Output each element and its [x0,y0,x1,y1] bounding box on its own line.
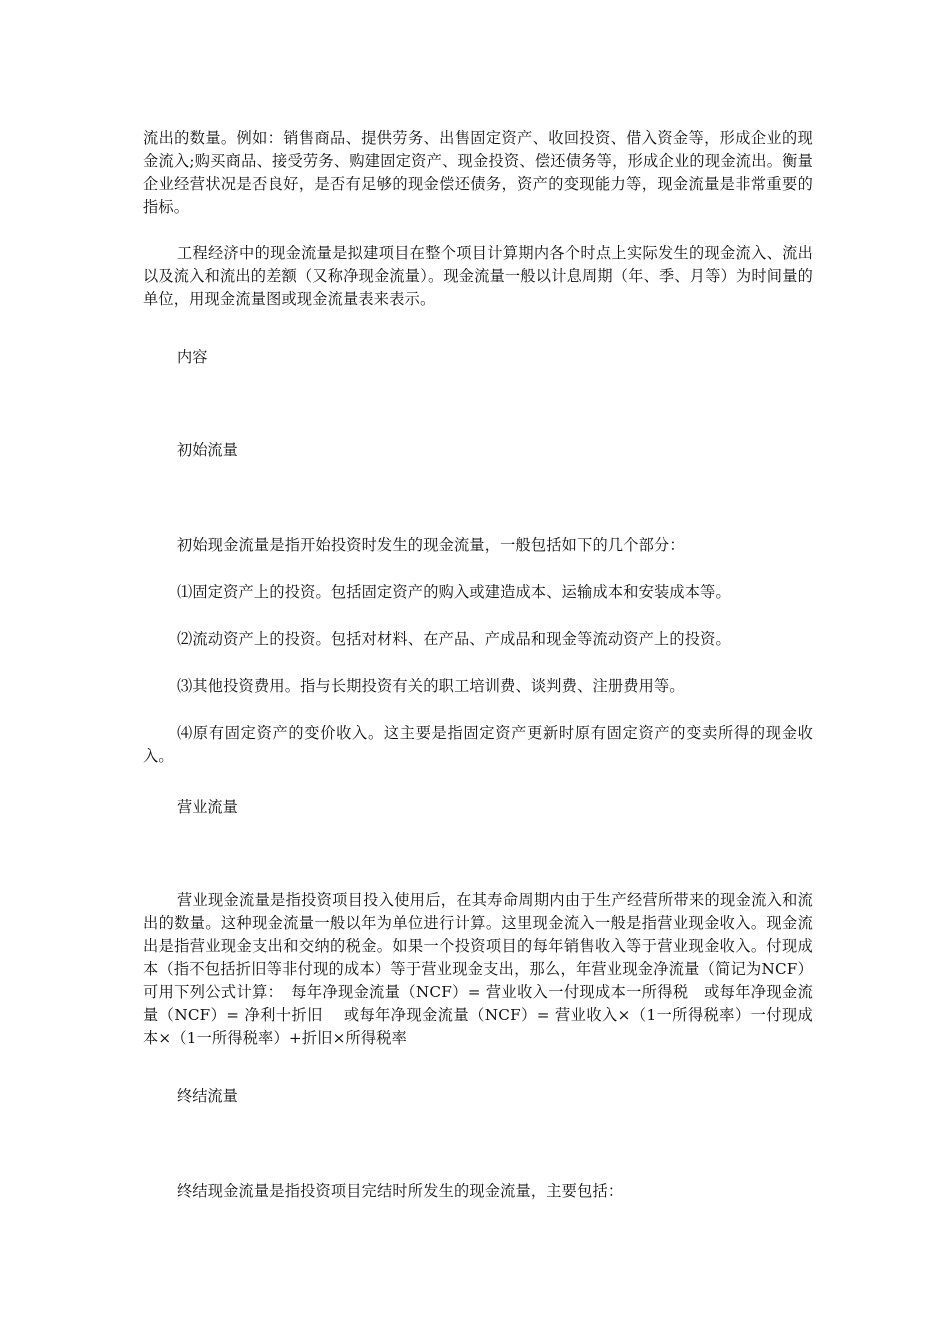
heading-operating-flow: 营业流量 [177,798,238,816]
paragraph-terminal-flow-intro: 终结现金流量是指投资项目完结时所发生的现金流量，主要包括： [177,1182,624,1200]
list-item-other-investment-costs: ⑶其他投资费用。指与长期投资有关的职工培训费、谈判费、注册费用等。 [177,677,685,695]
paragraph-initial-flow-intro: 初始现金流量是指开始投资时发生的现金流量，一般包括如下的几个部分： [177,536,685,554]
paragraph-operating-flow: 营业现金流量是指投资项目投入使用后，在其寿命周期内由于生产经营所带来的现金流入和流出的数量。这种现金流量一般以年为单位进行计算。这里现金流入一般是指营业现金收入。现金流出是指营业现金支出和交纳的税金。如果一个投资项目的每年销售收入等于营业现金收入。付现成本（指不包括折旧等非付现的成本）等于营业现金支出，那么，年营业现金净流量（简记为NCF）可用下列公式计算： 每年净现金流量（NCF）= 营业收入一付现成本一所得税 或每年净现金流量（NCF）= 净利十折旧 或每年净现金流量（NCF）= 营业收入×（1一所得税率）一付现成本×（1一所得税率）+折旧×所得税率 [143,891,813,1047]
heading-terminal-flow: 终结流量 [177,1087,238,1105]
list-item-asset-disposal-income: ⑷原有固定资产的变价收入。这主要是指固定资产更新时原有固定资产的变卖所得的现金收入。 [143,724,813,765]
heading-contents: 内容 [177,348,208,366]
list-item-current-asset-investment: ⑵流动资产上的投资。包括对材料、在产品、产成品和现金等流动资产上的投资。 [177,630,731,648]
list-item-fixed-asset-investment: ⑴固定资产上的投资。包括固定资产的购入或建造成本、运输成本和安装成本等。 [177,583,731,601]
paragraph-cash-flow-definition-continued: 流出的数量。例如：销售商品、提供劳务、出售固定资产、收回投资、借入资金等，形成企业的现金流入;购买商品、接受劳务、购建固定资产、现金投资、偿还债务等，形成企业的现金流出。衡量企业经营状况是否良好，是否有足够的现金偿还债务，资产的变现能力等，现金流量是非常重要的指标。 [143,129,813,216]
paragraph-engineering-cash-flow: 工程经济中的现金流量是拟建项目在整个项目计算期内各个时点上实际发生的现金流入、流出以及流入和流出的差额（又称净现金流量）。现金流量一般以计息周期（年、季、月等）为时间量的单位，用现金流量图或现金流量表来表示。 [143,244,813,308]
heading-initial-flow: 初始流量 [177,441,238,459]
